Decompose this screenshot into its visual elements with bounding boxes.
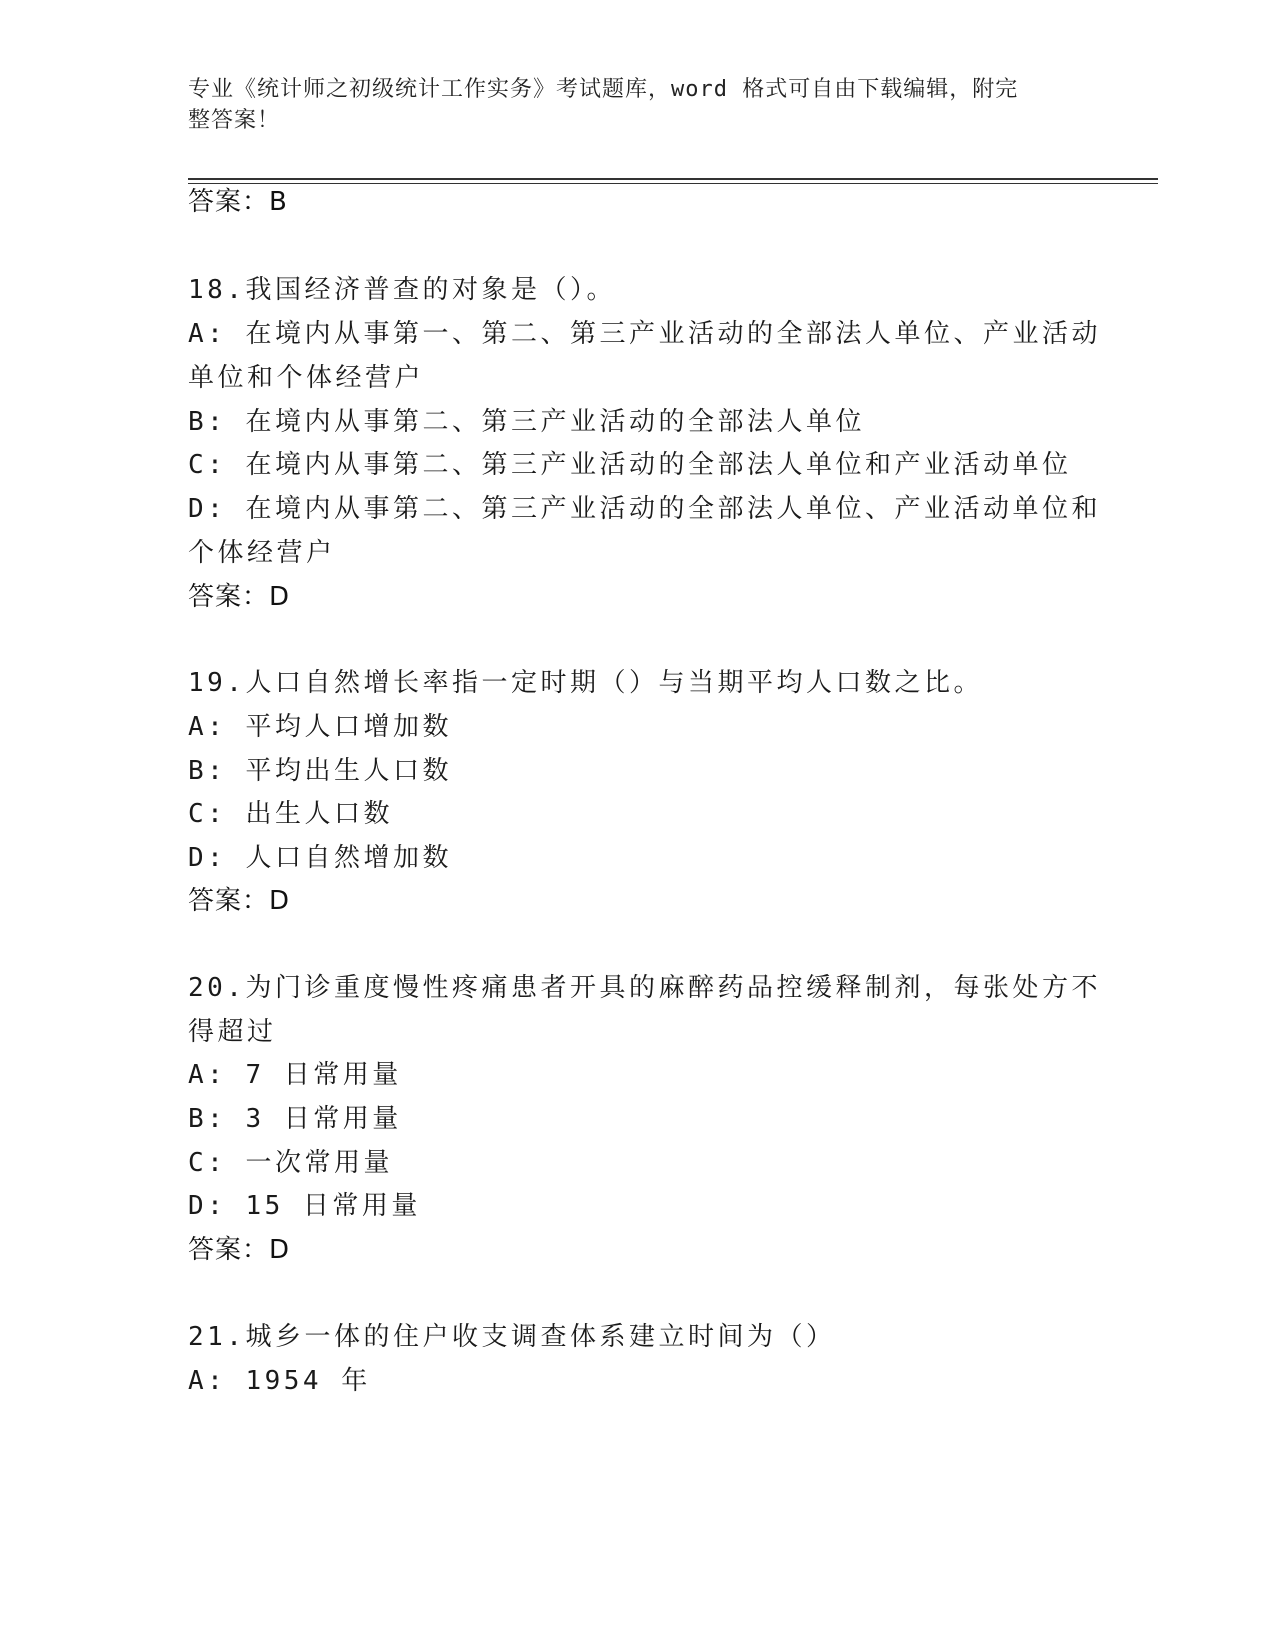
header-line-2: 整答案！	[188, 108, 281, 133]
question-20-option-d: D: 15 日常用量	[188, 1191, 421, 1221]
answer-18: 答案：D	[188, 582, 291, 612]
question-18-stem: 18.我国经济普查的对象是（）。	[188, 275, 616, 305]
question-19-option-a: A: 平均人口增加数	[188, 712, 452, 742]
question-20-option-a: A: 7 日常用量	[188, 1060, 402, 1090]
question-18-option-a: A: 在境内从事第一、第二、第三产业活动的全部法人单位、产业活动	[188, 319, 1101, 349]
question-19-option-c: C: 出生人口数	[188, 799, 393, 829]
question-20-option-c: C: 一次常用量	[188, 1148, 393, 1178]
header-divider-thin	[188, 183, 1158, 184]
question-18-option-c: C: 在境内从事第二、第三产业活动的全部法人单位和产业活动单位	[188, 450, 1072, 480]
question-19-option-b: B: 平均出生人口数	[188, 756, 452, 786]
question-18-option-d: D: 在境内从事第二、第三产业活动的全部法人单位、产业活动单位和	[188, 494, 1101, 524]
question-18-option-b: B: 在境内从事第二、第三产业活动的全部法人单位	[188, 407, 865, 437]
question-20-stem-cont: 得超过	[188, 1017, 277, 1047]
question-19-stem: 19.人口自然增长率指一定时期（）与当期平均人口数之比。	[188, 668, 983, 698]
answer-20: 答案：D	[188, 1235, 291, 1265]
document-header	[188, 74, 1088, 136]
question-21-stem: 21.城乡一体的住户收支调查体系建立时间为（）	[188, 1322, 836, 1352]
question-20-option-b: B: 3 日常用量	[188, 1104, 402, 1134]
question-18-option-a-cont: 单位和个体经营户	[188, 363, 425, 393]
answer-17: 答案：B	[188, 187, 288, 217]
question-21-option-a: A: 1954 年	[188, 1366, 371, 1396]
header-line-1: 专业《统计师之初级统计工作实务》考试题库，word 格式可自由下载编辑，附完	[188, 77, 1019, 102]
answer-19: 答案：D	[188, 886, 291, 916]
header-divider	[188, 178, 1158, 180]
question-19-option-d: D: 人口自然增加数	[188, 843, 452, 873]
question-18-option-d-cont: 个体经营户	[188, 538, 336, 568]
question-20-stem: 20.为门诊重度慢性疼痛患者开具的麻醉药品控缓释制剂，每张处方不	[188, 973, 1101, 1003]
